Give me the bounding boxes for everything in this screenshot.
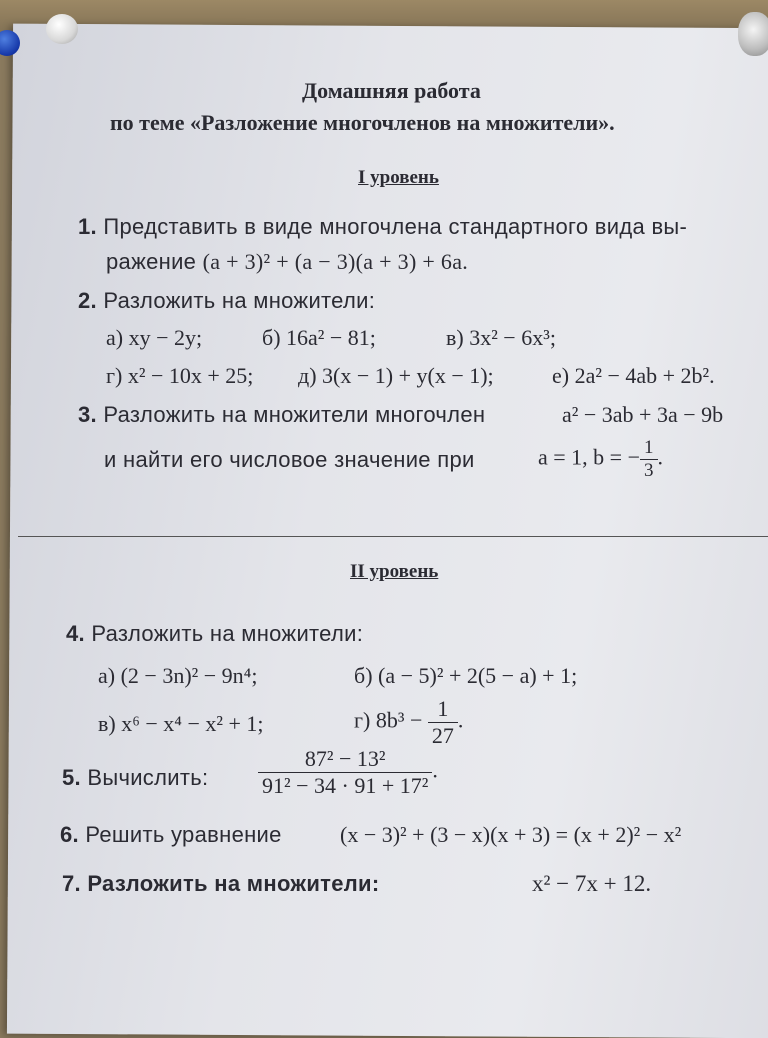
task-2-text: Разложить на множители:: [103, 288, 376, 313]
task-3-text: Разложить на множители многочлен: [103, 402, 486, 427]
task-4-line: [66, 621, 363, 647]
task-6-number: 6.: [60, 822, 79, 847]
task-5-line: [62, 765, 208, 791]
task-2-number: 2.: [78, 288, 97, 313]
task-3-fraction: [640, 437, 658, 482]
level-1-heading: I уровень: [358, 167, 439, 188]
task-2-item-e: е) 2a² − 4ab + 2b².: [552, 363, 715, 388]
task-5-fraction: [258, 746, 432, 799]
task-2-item-a: а) xy − 2y;: [106, 325, 203, 350]
task-3-number: 3.: [78, 402, 97, 427]
task-5-expression: [258, 746, 438, 799]
task-4-item-b: б) (a − 5)² + 2(5 − a) + 1;: [354, 663, 578, 688]
task-1-line-2: [106, 249, 468, 275]
task-7-expression: x² − 7x + 12.: [532, 871, 652, 896]
task-3-line-1: [78, 402, 485, 428]
page-title: Домашняя работа: [302, 78, 481, 103]
task-4-frac-denominator: 27: [431, 723, 454, 748]
task-4-end: .: [457, 707, 464, 733]
task-1-text: Представить в виде многочлена стандартного вида вы-: [103, 214, 688, 239]
task-5-text: Вычислить:: [87, 765, 209, 790]
task-4-number: 4.: [66, 621, 85, 646]
task-7-number: 7.: [62, 871, 81, 896]
task-5-denominator: 91² − 34 · 91 + 17²: [262, 773, 429, 798]
task-4-item-g-prefix: г) 8b³ −: [354, 707, 423, 733]
task-5-numerator: 87² − 13²: [258, 746, 432, 773]
task-4-frac-numerator: 1: [428, 696, 458, 723]
task-3-line-2: [104, 447, 475, 473]
task-1-number: 1.: [78, 214, 97, 239]
task-3-frac-denominator: 3: [644, 460, 654, 481]
task-1-line-1: [78, 214, 687, 240]
task-1-expression: (a + 3)² + (a − 3)(a + 3) + 6a.: [202, 249, 469, 274]
page-subtitle: по теме «Разложение многочленов на множители».: [110, 110, 615, 135]
task-1-text-2: ражение: [106, 249, 197, 274]
task-3-expression: a² − 3ab + 3a − 9b: [562, 402, 724, 427]
task-7-line: [62, 871, 379, 897]
task-2-line: [78, 288, 375, 314]
task-6-line: [60, 822, 282, 848]
task-6-text: Решить уравнение: [85, 822, 282, 847]
task-3-text-2: и найти его числовое значение при: [104, 447, 475, 472]
task-4-text: Разложить на множители:: [91, 621, 364, 646]
task-3-values-text: a = 1, b = −: [538, 444, 640, 470]
task-5-number: 5.: [62, 765, 81, 790]
task-4-fraction: [428, 696, 458, 749]
task-5-end: .: [432, 757, 438, 783]
task-2-item-d: д) 3(x − 1) + y(x − 1);: [298, 363, 494, 388]
task-3-end: .: [657, 444, 663, 470]
task-4-item-a: а) (2 − 3n)² − 9n⁴;: [98, 663, 258, 688]
task-7-text: Разложить на множители:: [87, 871, 380, 896]
task-3-frac-numerator: 1: [640, 437, 658, 460]
level-2-heading: II уровень: [350, 561, 439, 582]
task-2-item-v: в) 3x² − 6x³;: [446, 325, 556, 350]
task-4-item-g: [354, 696, 463, 749]
task-2-item-g: г) x² − 10x + 25;: [106, 363, 254, 388]
white-pushpin-icon: [46, 14, 78, 44]
task-3-values: [538, 437, 663, 482]
task-6-expression: (x − 3)² + (3 − x)(x + 3) = (x + 2)² − x²: [340, 822, 682, 847]
clear-pushpin-icon: [738, 12, 768, 56]
section-divider: [18, 536, 768, 537]
task-4-item-v: в) x⁶ − x⁴ − x² + 1;: [98, 711, 264, 736]
task-2-item-b: б) 16a² − 81;: [262, 325, 376, 350]
